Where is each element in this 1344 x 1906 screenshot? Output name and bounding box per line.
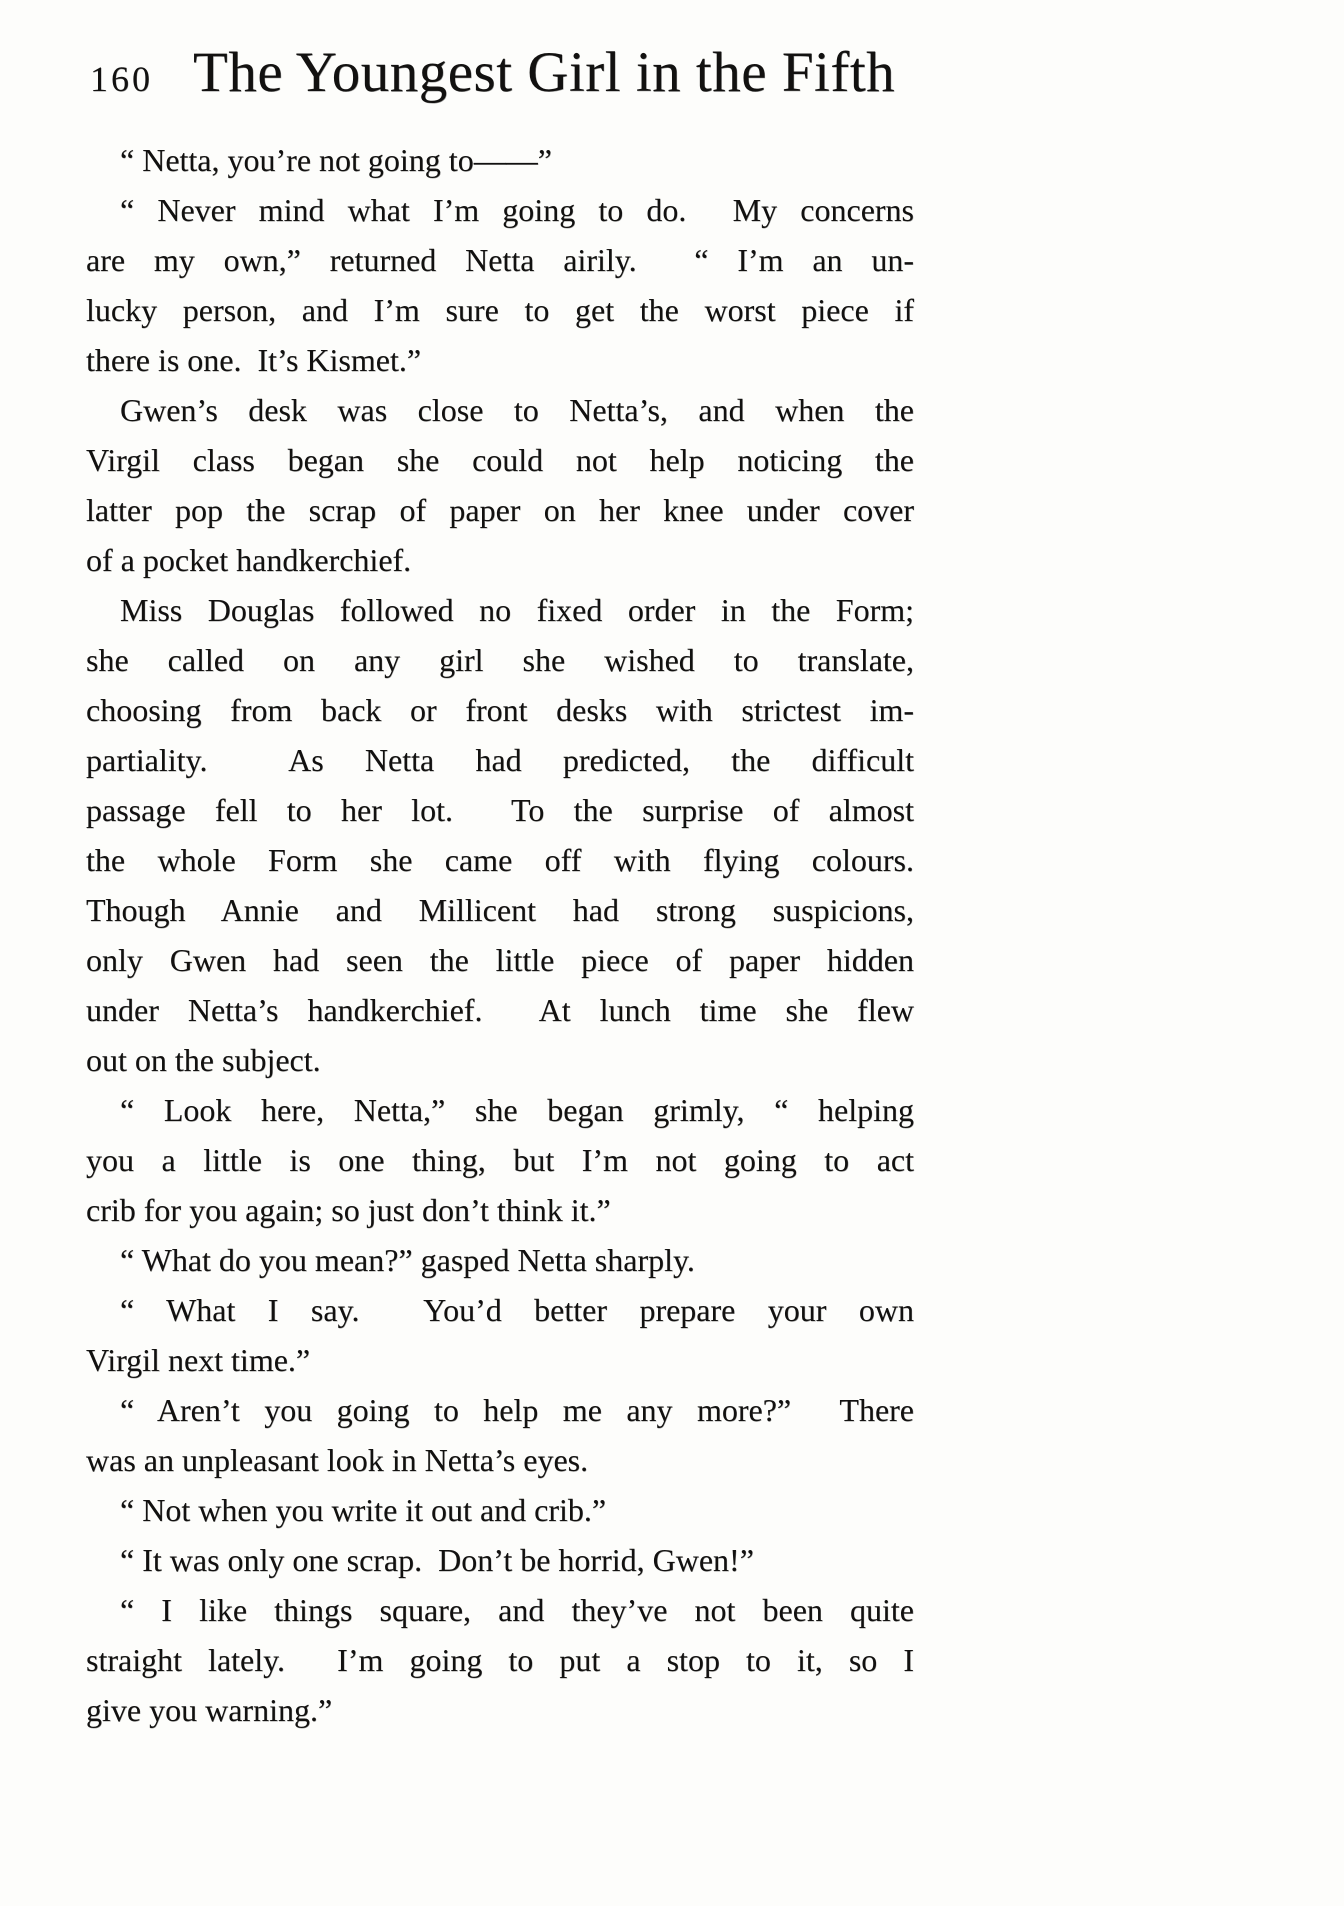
paragraph xyxy=(86,1085,914,1235)
text-line: are my own,” returned Netta airily. “ I’m an un- xyxy=(86,242,914,278)
paragraph xyxy=(86,1485,914,1535)
paragraph xyxy=(86,1235,914,1285)
text-line: “ Netta, you’re not going to——” xyxy=(120,142,552,178)
paragraph xyxy=(86,385,914,585)
page-title: The Youngest Girl in the Fifth xyxy=(193,41,896,104)
text-line: lucky person, and I’m sure to get the worst piece if xyxy=(86,292,914,328)
page-body xyxy=(86,135,914,1735)
text-line: crib for you again; so just don’t think it.” xyxy=(86,1192,611,1228)
page-header xyxy=(0,0,1344,105)
text-line: “ Look here, Netta,” she began grimly, “ helping xyxy=(120,1092,914,1128)
paragraph xyxy=(86,1585,914,1735)
text-line: passage fell to her lot. To the surprise of almost xyxy=(86,792,914,828)
text-line: Though Annie and Millicent had strong suspicions, xyxy=(86,892,914,928)
text-line: “ Never mind what I’m going to do. My concerns xyxy=(120,192,914,228)
text-line: Miss Douglas followed no fixed order in the Form; xyxy=(120,592,914,628)
text-line: of a pocket handkerchief. xyxy=(86,542,412,578)
text-line: latter pop the scrap of paper on her knee under cover xyxy=(86,492,914,528)
text-line: “ Aren’t you going to help me any more?” There xyxy=(120,1392,914,1428)
text-line: only Gwen had seen the little piece of paper hidden xyxy=(86,942,914,978)
text-line: “ I like things square, and they’ve not been quite xyxy=(120,1592,914,1628)
paragraph xyxy=(86,1385,914,1485)
text-line: partiality. As Netta had predicted, the difficult xyxy=(86,742,914,778)
paragraph xyxy=(86,585,914,1085)
text-line: “ What do you mean?” gasped Netta sharply. xyxy=(120,1242,695,1278)
text-line: “ Not when you write it out and crib.” xyxy=(120,1492,607,1528)
text-line: was an unpleasant look in Netta’s eyes. xyxy=(86,1442,589,1478)
paragraph xyxy=(86,1535,914,1585)
text-line: Gwen’s desk was close to Netta’s, and when the xyxy=(120,392,914,428)
text-line: out on the subject. xyxy=(86,1042,321,1078)
paragraph xyxy=(86,135,914,185)
text-line: choosing from back or front desks with strictest im- xyxy=(86,692,914,728)
text-line: “ What I say. You’d better prepare your own xyxy=(120,1292,914,1328)
text-line: you a little is one thing, but I’m not going to act xyxy=(86,1142,914,1178)
text-line: Virgil next time.” xyxy=(86,1342,311,1378)
text-line: under Netta’s handkerchief. At lunch time she flew xyxy=(86,992,914,1028)
paragraph xyxy=(86,185,914,385)
text-line: Virgil class began she could not help noticing the xyxy=(86,442,914,478)
text-line: give you warning.” xyxy=(86,1692,333,1728)
paragraph xyxy=(86,1285,914,1385)
text-line: she called on any girl she wished to translate, xyxy=(86,642,914,678)
text-line: the whole Form she came off with flying colours. xyxy=(86,842,914,878)
page-number: 160 xyxy=(90,59,153,99)
text-line: “ It was only one scrap. Don’t be horrid, Gwen!” xyxy=(120,1542,754,1578)
text-line: there is one. It’s Kismet.” xyxy=(86,342,422,378)
text-line: straight lately. I’m going to put a stop to it, so I xyxy=(86,1642,914,1678)
